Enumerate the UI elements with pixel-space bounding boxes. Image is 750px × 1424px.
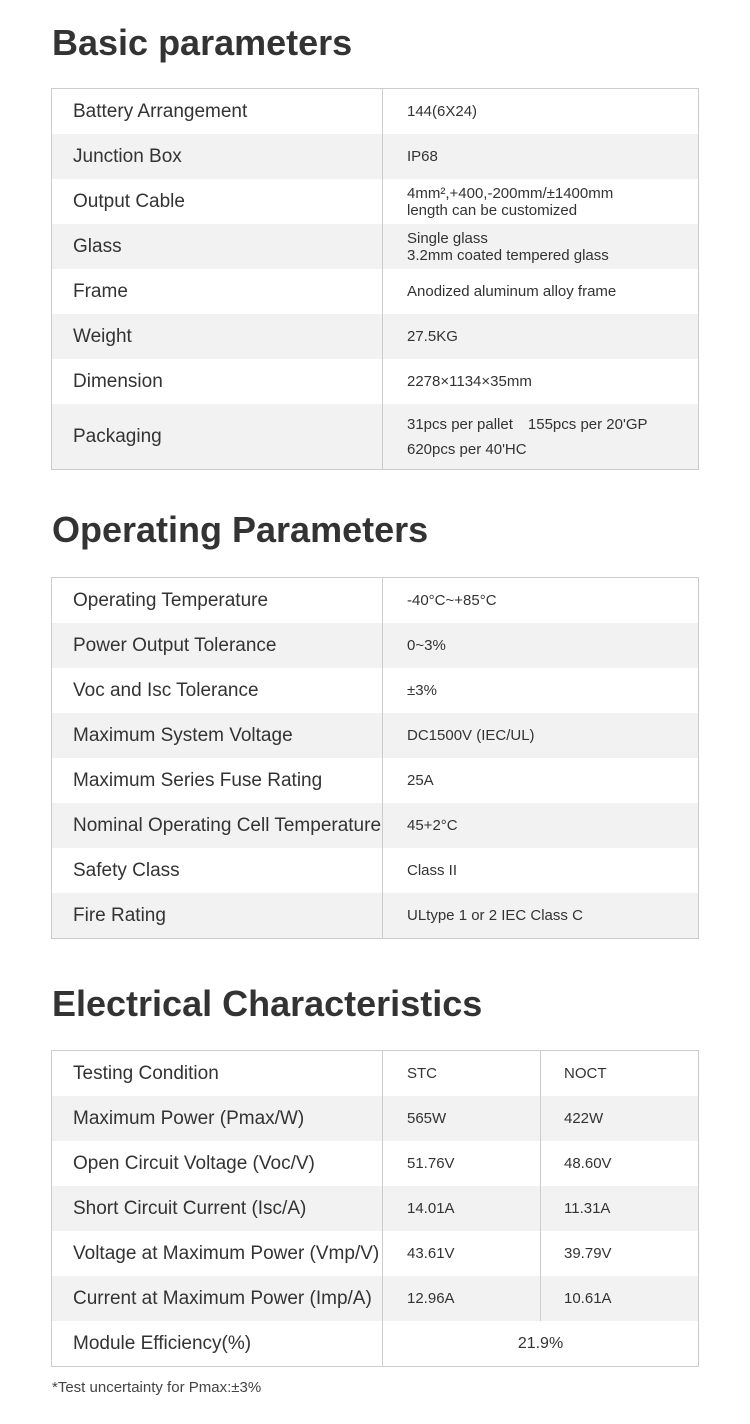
row-label: Maximum System Voltage (52, 713, 383, 758)
electrical-characteristics-table (51, 1050, 699, 1367)
basic-parameters-table (51, 88, 699, 470)
row-label: Current at Maximum Power (Imp/A) (52, 1276, 383, 1321)
stc-value: 565W (383, 1096, 541, 1141)
row-label: Dimension (52, 359, 383, 404)
row-value: 4mm²,+400,-200mm/±1400mm length can be customized (407, 184, 614, 219)
row-label: Frame (52, 269, 383, 314)
row-value: 25A (407, 772, 434, 789)
row-label: Power Output Tolerance (52, 623, 383, 668)
row-value: 27.5KG (407, 328, 458, 345)
noct-value: 422W (564, 1110, 604, 1127)
table-row (52, 623, 698, 668)
row-label: Maximum Power (Pmax/W) (52, 1096, 383, 1141)
row-label: Short Circuit Current (Isc/A) (52, 1186, 383, 1231)
basic-parameters-title: Basic parameters (52, 22, 353, 63)
row-value: 2278×1134×35mm (407, 373, 532, 390)
row-value: DC1500V (IEC/UL) (407, 727, 535, 744)
noct-value: 10.61A (564, 1290, 612, 1307)
row-value: ULtype 1 or 2 IEC Class C (407, 907, 583, 924)
table-row (52, 404, 698, 469)
stc-header: STC (383, 1051, 541, 1096)
noct-header: NOCT (564, 1065, 607, 1082)
table-row (52, 314, 698, 359)
row-label: Packaging (52, 404, 383, 469)
noct-value: 48.60V (564, 1155, 612, 1172)
row-label: Junction Box (52, 134, 383, 179)
row-label: Weight (52, 314, 383, 359)
table-row (52, 1096, 698, 1141)
row-label: Glass (52, 224, 383, 269)
stc-value: 51.76V (383, 1141, 541, 1186)
table-row (52, 1321, 698, 1366)
table-row (52, 269, 698, 314)
row-label: Fire Rating (52, 893, 383, 938)
row-label: Battery Arrangement (52, 89, 383, 134)
operating-parameters-table (51, 577, 699, 939)
row-value: Single glass 3.2mm coated tempered glass (407, 229, 609, 264)
row-value: IP68 (407, 148, 438, 165)
table-row (52, 758, 698, 803)
module-efficiency-value: 21.9% (517, 1335, 564, 1352)
electrical-characteristics-title: Electrical Characteristics (52, 983, 483, 1024)
row-value: -40°C~+85°C (407, 592, 497, 609)
row-label: Maximum Series Fuse Rating (52, 758, 383, 803)
table-row (52, 578, 698, 623)
row-label: Nominal Operating Cell Temperature (52, 803, 383, 848)
row-value: Class II (407, 862, 458, 879)
table-row (52, 893, 698, 938)
table-row (52, 1186, 698, 1231)
table-row (52, 668, 698, 713)
row-label: Testing Condition (52, 1051, 383, 1096)
table-header-row (52, 1051, 698, 1096)
row-value: 31pcs per pallet 155pcs per 20'GP 620pcs per 40'HC (407, 415, 648, 458)
table-row (52, 89, 698, 134)
row-value: 45+2°C (407, 817, 458, 834)
test-uncertainty-footnote: *Test uncertainty for Pmax:±3% (52, 1379, 262, 1396)
table-row (52, 134, 698, 179)
row-label: Voltage at Maximum Power (Vmp/V) (52, 1231, 383, 1276)
table-row (52, 179, 698, 224)
row-value: 0~3% (407, 637, 446, 654)
table-row (52, 848, 698, 893)
row-label: Module Efficiency(%) (52, 1321, 383, 1366)
row-value: 144(6X24) (407, 103, 478, 120)
table-row (52, 224, 698, 269)
row-label: Safety Class (52, 848, 383, 893)
row-label: Operating Temperature (52, 578, 383, 623)
table-row (52, 803, 698, 848)
table-row (52, 1141, 698, 1186)
table-row (52, 713, 698, 758)
noct-value: 39.79V (564, 1245, 612, 1262)
table-row (52, 1276, 698, 1321)
stc-value: 14.01A (383, 1186, 541, 1231)
noct-value: 11.31A (564, 1200, 611, 1217)
row-label: Output Cable (52, 179, 383, 224)
row-value: Anodized aluminum alloy frame (407, 283, 617, 300)
table-row (52, 1231, 698, 1276)
table-row (52, 359, 698, 404)
row-label: Voc and Isc Tolerance (52, 668, 383, 713)
operating-parameters-title: Operating Parameters (52, 509, 429, 550)
row-value: ±3% (407, 682, 437, 699)
stc-value: 12.96A (383, 1276, 541, 1321)
stc-value: 43.61V (383, 1231, 541, 1276)
row-label: Open Circuit Voltage (Voc/V) (52, 1141, 383, 1186)
